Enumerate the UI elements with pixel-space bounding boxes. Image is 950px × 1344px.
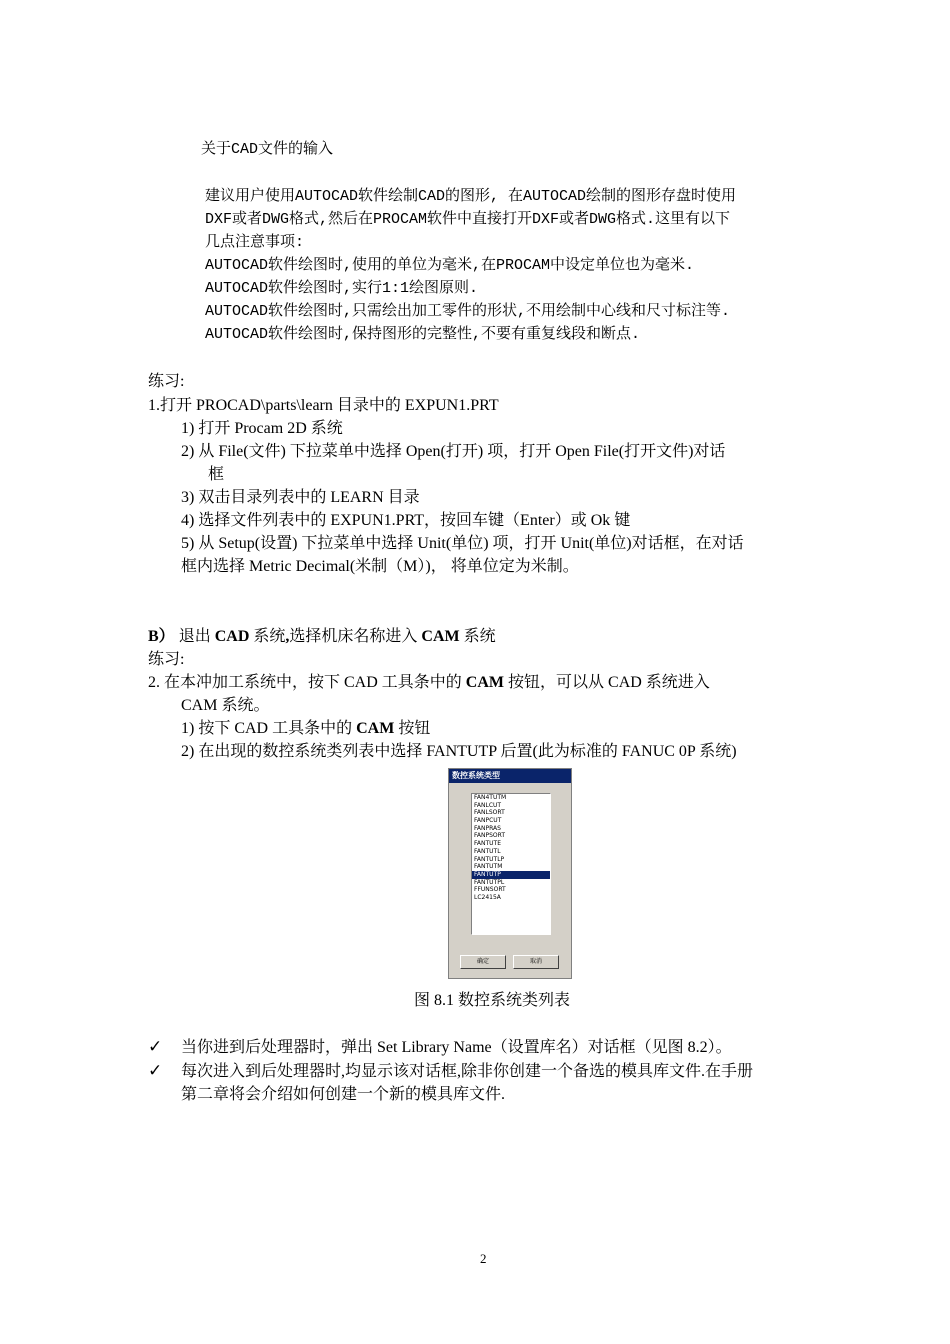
section-b-bold: CAM [421,628,460,645]
list-item[interactable]: FANTUTP [472,871,550,879]
note-line: 当你进到后处理器时，弹出 Set Library Name（设置库名）对话框（见图 8.2）。 [181,1039,732,1056]
list-item[interactable]: LC2415A [474,893,501,901]
exercise-step: 框内选择 Metric Decimal(米制（M）)， 将单位定为米制。 [181,558,579,575]
exercise-step: 5) 从 Setup(设置) 下拉菜单中选择 Unit(单位) 项，打开 Unit(单位)对话框，在对话 [181,535,744,552]
exercise2-text: 2. 在本冲加工系统中，按下 CAD 工具条中的 [148,674,466,691]
exercise-step: 框 [208,466,225,483]
cad-line: AUTOCAD软件绘图时,实行1:1绘图原则. [205,280,479,297]
list-item[interactable]: FANTUTE [474,840,502,848]
section-b-prefix: B） [148,628,175,645]
figure-caption: 图 8.1 数控系统类列表 [414,992,571,1009]
section-b-bold: , [285,628,290,645]
exercise2-heading [148,672,710,694]
list-item[interactable]: FANPCUT [474,817,502,825]
step-text: 按钮 [394,720,431,737]
cad-line: 几点注意事项: [205,234,305,251]
note-line: 第二章将会介绍如何创建一个新的模具库文件. [181,1086,506,1103]
exercise-step: 2) 从 File(文件) 下拉菜单中选择 Open(打开) 项，打开 Open File(打开文件)对话 [181,443,726,460]
list-item[interactable]: FANTUTLP [474,855,505,863]
exercise2-continuation: CAM 系统。 [181,697,270,714]
exercise-label: 练习: [148,651,185,668]
list-item[interactable]: FANTUTPL [474,878,505,886]
list-item[interactable]: FFUNSORT [474,886,506,894]
step-bold: CAM [356,720,395,737]
cad-section-title: 关于CAD文件的输入 [201,141,334,158]
nc-system-dialog [448,768,572,979]
exercise-label: 练习: [148,373,185,390]
dialog-title: 数控系统类型 [449,769,571,783]
exercise2-step [181,718,430,740]
list-item[interactable]: FANPRAS [474,824,501,832]
cad-line: AUTOCAD软件绘图时,只需绘出加工零件的形状,不用绘制中心线和尺寸标注等. [205,303,731,320]
list-item[interactable]: FANLSORT [474,809,505,817]
cad-line: AUTOCAD软件绘图时,保持图形的完整性,不要有重复线段和断点. [205,326,641,343]
section-b-bold: CAD [214,628,250,645]
list-item[interactable]: FAN4TUTM [474,794,507,801]
cad-line: 建议用户使用AUTOCAD软件绘制CAD的图形, 在AUTOCAD绘制的图形存盘时使用 [205,188,737,205]
section-b-text: 选择机床名称进入 [289,628,422,645]
ok-button[interactable]: 确定 [460,955,506,969]
exercise-step: 3) 双击目录列表中的 LEARN 目录 [181,489,420,506]
exercise-step: 1) 打开 Procam 2D 系统 [181,420,343,437]
list-item[interactable]: FANLCUT [474,801,502,809]
exercise2-bold: CAM [465,674,505,691]
cad-line: DXF或者DWG格式,然后在PROCAM软件中直接打开DXF或者DWG格式.这里有以下 [205,211,731,228]
list-item[interactable]: FANPSORT [474,832,506,840]
page-number: 2 [480,1251,487,1266]
section-b-text: 系统 [249,628,286,645]
exercise2-text: 按钮，可以从 CAD 系统进入 [504,674,710,691]
cancel-button[interactable]: 取消 [513,955,559,969]
note-line: 每次进入到后处理器时,均显示该对话框,除非你创建一个备选的模具库文件.在手册 [181,1063,754,1080]
cad-line: AUTOCAD软件绘图时,使用的单位为毫米,在PROCAM中设定单位也为毫米. [205,257,695,274]
section-b-text: 退出 [174,628,215,645]
step-text: 1) 按下 CAD 工具条中的 [181,720,357,737]
exercise-step: 4) 选择文件列表中的 EXPUN1.PRT，按回车键（Enter）或 Ok 键 [181,512,631,529]
nc-system-list[interactable] [471,793,551,935]
exercise2-step: 2) 在出现的数控系统类列表中选择 FANTUTP 后置(此为标准的 FANUC 0P 系统) [181,743,737,760]
checkmark-icon: ✓ [148,1037,163,1057]
section-b-text: 系统 [459,628,496,645]
checkmark-icon: ✓ [148,1061,163,1081]
exercise-heading: 1.打开 PROCAD\parts\learn 目录中的 EXPUN1.PRT [148,397,499,414]
section-b-heading [148,626,496,648]
list-item[interactable]: FANTUTL [474,847,501,855]
list-item[interactable]: FANTUTM [474,863,503,871]
